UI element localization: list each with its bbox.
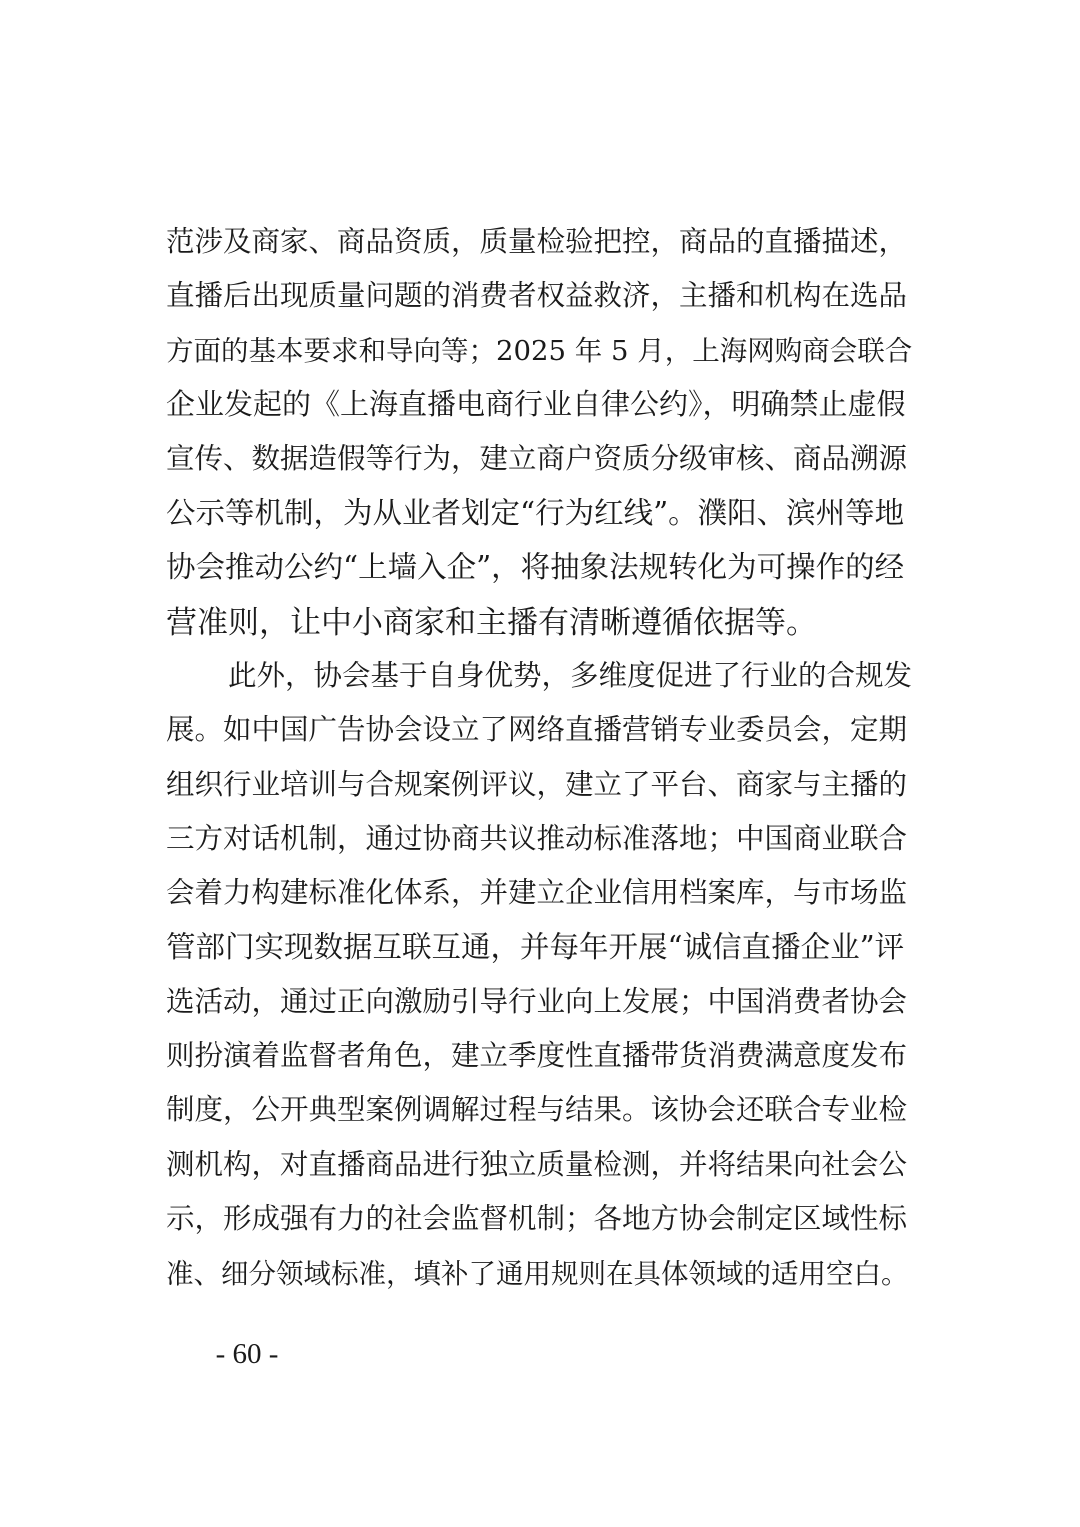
text-line: 选活动，通过正向激励引导行业向上发展；中国消费者协会 [166,984,908,1018]
text-line: 制度，公开典型案例调解过程与结果。该协会还联合专业检 [166,1093,908,1127]
text-line: 组织行业培训与合规案例评议，建立了平台、商家与主播的 [166,767,908,801]
text-line: 管部门实现数据互联互通，并每年开展“诚信直播企业”评 [166,930,905,964]
text-line: 会着力构建标准化体系，并建立企业信用档案库，与市场监 [166,876,908,910]
text-line: 示，形成强有力的社会监督机制；各地方协会制定区域性标 [166,1201,908,1235]
text-line: 三方对话机制，通过协商共议推动标准落地；中国商业联合 [166,821,908,855]
text-line: 展。如中国广告协会设立了网络直播营销专业委员会，定期 [166,713,908,747]
text-line: 范涉及商家、商品资质，质量检验把控，商品的直播描述， [166,224,908,258]
paragraph-first-line: 此外，协会基于自身优势，多维度促进了行业的合规发 [228,659,913,693]
page-number: - 60 - [215,1338,279,1370]
text-line: 协会推动公约“上墙入企”，将抽象法规转化为可操作的经 [166,549,905,584]
text-line: 直播后出现质量问题的消费者权益救济，主播和机构在选品 [166,278,908,312]
body-text [166,212,916,1298]
text-line: 则扮演着监督者角色，建立季度性直播带货消费满意度发布 [166,1039,908,1073]
text-line: 方面的基本要求和导向等；2025 年 5 月，上海网购商会联合 [166,334,913,367]
text-line: 营准则，让中小商家和主播有清晰遵循依据等。 [166,604,817,641]
text-line: 准、细分领域标准，填补了通用规则在具体领域的适用空白。 [166,1257,909,1290]
text-line: 测机构，对直播商品进行独立质量检测，并将结果向社会公 [166,1147,908,1181]
text-line: 企业发起的《上海直播电商行业自律公约》，明确禁止虚假 [166,386,906,421]
text-line: 宣传、数据造假等行为，建立商户资质分级审核、商品溯源 [166,441,908,475]
text-line: 公示等机制，为从业者划定“行为红线”。濮阳、滨州等地 [166,495,905,530]
